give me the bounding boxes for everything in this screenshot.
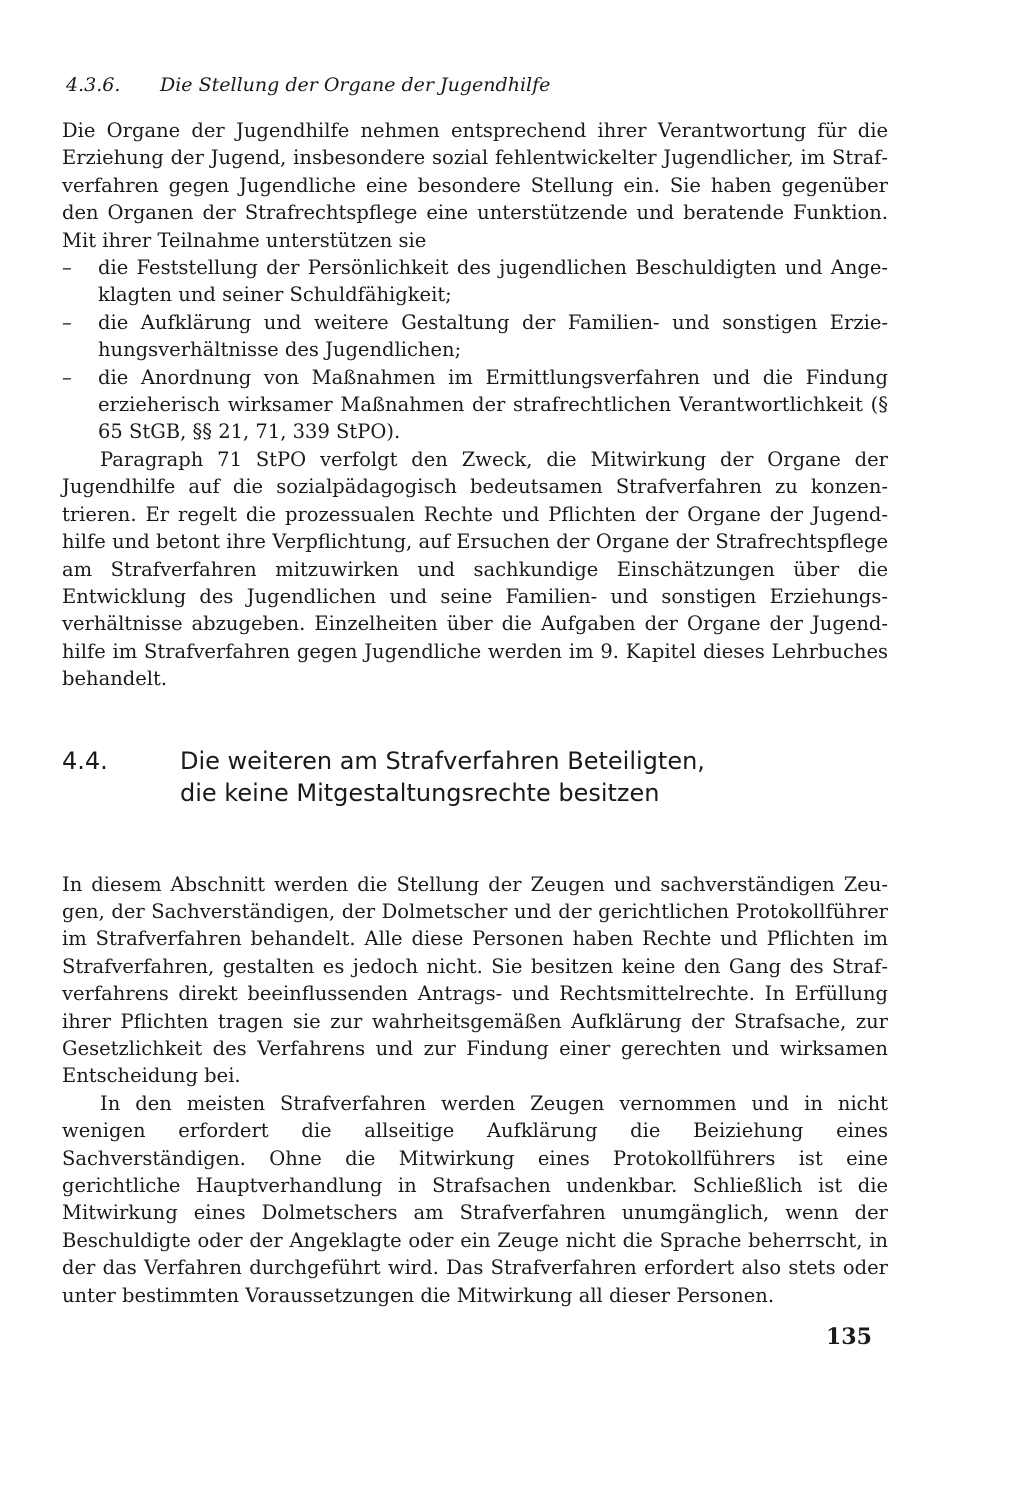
section-title-line-2: die keine Mitgestaltungsrechte besitzen — [180, 778, 660, 807]
subsection-number: 4.3.6. — [66, 74, 121, 96]
section-title-line-1: Die weiteren am Strafverfahren Beteiligten, — [180, 746, 705, 775]
dash-item-text: die Aufklärung und weitere Gestaltung der Familien- und sonstigen Erziehungsverhältnisse des Jugendlichen; — [98, 310, 888, 362]
section-title — [180, 745, 888, 809]
section-heading — [62, 745, 888, 809]
subsection-heading — [66, 72, 888, 99]
dash-list-item — [62, 364, 888, 446]
section-body — [62, 871, 888, 1310]
dash-bullet: – — [62, 256, 72, 280]
page-number: 135 — [826, 1324, 872, 1350]
dash-list-item — [62, 309, 888, 364]
dash-item-text: die Feststellung der Persönlichkeit des jugendlichen Beschuldigten und Angeklagten und seiner Schuldfähigkeit; — [98, 256, 888, 307]
dash-bullet: – — [62, 310, 72, 334]
dash-list-item — [62, 254, 888, 309]
dash-item-text: die Anordnung von Maßnahmen im Ermittlungsverfahren und die Findung erzieherisch wirksamer Maßnahmen der strafrechtlichen Verantwortlichkeit (§ 65 StGB, §§ 21, 71, 339 StPO). — [98, 365, 888, 444]
paragraph-71: Paragraph 71 StPO verfolgt den Zweck, die Mitwirkung der Organe der Jugendhilfe auf die sozialpädagogisch bedeutsamen Strafverfahren zu konzentrieren. Er regelt die prozessualen Rechte und Pflichten der Organe der Jugendhilfe und betont ihre Verpflichtung, auf Ersuchen der Organe der Strafrechtspflege am Strafverfahren mitzuwirken und sachkundige Einschätzungen über die Entwicklung des Jugendlichen und seine Familien- und sonstigen Erziehungsverhältnisse abzugeben. Einzelheiten über die Aufgaben der Organe der Jugendhilfe im Strafverfahren gegen Jugendliche werden im 9. Kapitel dieses Lehrbuches behandelt. — [62, 447, 888, 691]
page-content — [62, 60, 888, 1309]
section-paragraph-1: In diesem Abschnitt werden die Stellung der Zeugen und sachverständigen Zeugen, der Sachverständigen, der Dolmetscher und der gerichtlichen Protokollführer im Strafverfahren behandelt. Alle diese Personen haben Rechte und Pflichten im Strafverfahren, gestalten es jedoch nicht. Sie besitzen keine den Gang des Strafverfahrens direkt beeinflussenden Antrags- und Rechtsmittelrechte. In Erfüllung ihrer Pflichten tragen sie zur wahrheitsgemäßen Aufklärung der Strafsache, zur Gesetzlichkeit des Verfahrens und zur Findung einer gerechten und wirksamen Entscheidung bei. — [62, 872, 888, 1088]
dash-list — [62, 254, 888, 446]
section-paragraph-2: In den meisten Strafverfahren werden Zeugen vernommen und in nicht wenigen erfordert die allseitige Aufklärung die Beiziehung eines Sachverständigen. Ohne die Mitwirkung eines Protokollführers ist eine gerichtliche Hauptverhandlung in Strafsachen undenkbar. Schließlich ist die Mitwirkung eines Dolmetschers am Strafverfahren unumgänglich, wenn der Beschuldigte oder der Angeklagte oder ein Zeuge nicht die Sprache beherrscht, in der das Verfahren durchgeführt wird. Das Strafverfahren erfordert also stets oder unter bestimmten Voraussetzungen die Mitwirkung all dieser Personen. — [62, 1091, 888, 1307]
dash-bullet: – — [62, 365, 72, 389]
intro-paragraph: Die Organe der Jugendhilfe nehmen entsprechend ihrer Verantwortung für die Erziehung der Jugend, insbesondere sozial fehlentwickelter Jugendlicher, im Strafverfahren gegen Jugendliche eine besondere Stellung ein. Sie haben gegenüber den Organen der Strafrechtspflege eine unterstützende und beratende Funktion. Mit ihrer Teilnahme unterstützen sie — [62, 119, 888, 252]
subsection-title: Die Stellung der Organe der Jugendhilfe — [160, 74, 551, 96]
section-number: 4.4. — [62, 746, 108, 775]
